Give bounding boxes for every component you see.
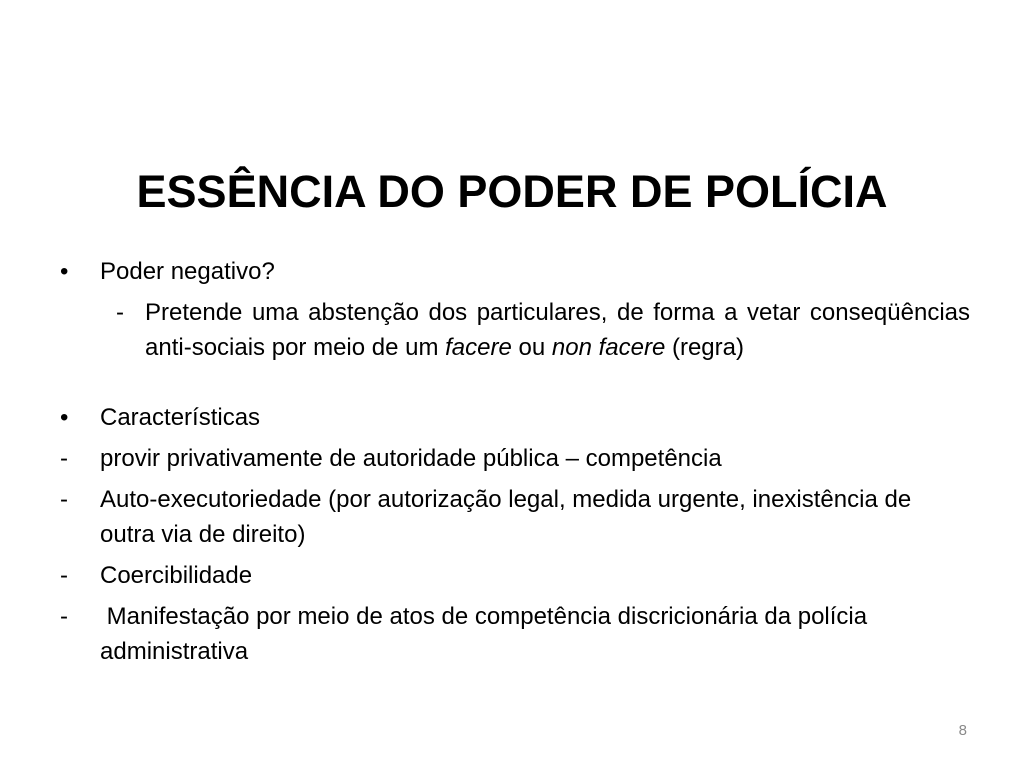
page-number: 8 (958, 722, 967, 739)
dash-item (58, 441, 970, 476)
dash-marker: - (60, 603, 68, 630)
sub-text-part3: (regra) (665, 334, 744, 361)
sub-text-italic-non-facere: non facere (551, 334, 666, 361)
dash-text: Coercibilidade (100, 562, 253, 589)
slide-body (58, 254, 970, 669)
slide-title: ESSÊNCIA DO PODER DE POLÍCIA (136, 166, 888, 217)
bullet-text: Características (100, 404, 261, 431)
sub-dash-marker: - (116, 299, 124, 326)
spacer (58, 365, 970, 400)
dash-text: provir privativamente de autoridade pública – competência (100, 445, 722, 472)
sub-item (58, 295, 970, 365)
dash-item (58, 599, 970, 669)
sub-text-part1: Pretende uma abstenção dos particulares, de forma a vetar conseqüências anti-sociais por meio de um (145, 299, 970, 361)
dash-text: Manifestação por meio de atos de competência discricionária da polícia administrativa (100, 603, 874, 665)
bullet-item (58, 400, 970, 435)
dash-text: Auto-executoriedade (por autorização legal, medida urgente, inexistência de outra via de direito) (100, 486, 912, 548)
dash-marker: - (60, 562, 68, 589)
bullet-item (58, 254, 970, 289)
bullet-text: Poder negativo? (100, 258, 275, 285)
dash-item (58, 558, 970, 593)
bullet-marker: • (60, 258, 69, 285)
dash-marker: - (60, 445, 68, 472)
sub-text-italic-facere: facere (445, 334, 512, 361)
dash-item (58, 482, 970, 552)
dash-marker: - (60, 486, 68, 513)
sub-text-part2: ou (511, 334, 552, 361)
bullet-marker: • (60, 404, 69, 431)
